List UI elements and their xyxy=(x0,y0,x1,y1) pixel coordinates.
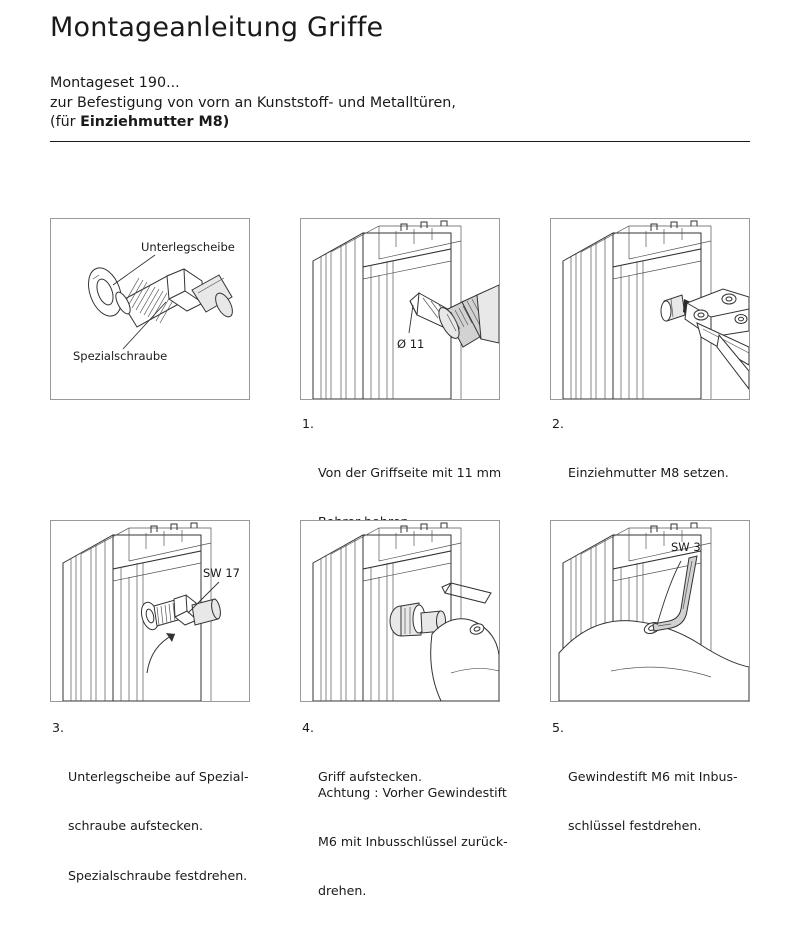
step-number-1: 1. xyxy=(302,416,315,431)
subtitle-line-1: Montageset 190... xyxy=(50,75,180,91)
step-number-5: 5. xyxy=(552,720,565,735)
washer-illustration xyxy=(82,263,127,320)
subtitle-bold-text: Einziehmutter M8) xyxy=(80,114,230,130)
washer-leader-line xyxy=(113,255,155,285)
step-line-3-1: Unterlegscheibe auf Spezial- xyxy=(68,769,249,785)
panel-rivet-nut xyxy=(550,218,750,400)
step-line-3-2: schraube aufstecken. xyxy=(68,818,203,834)
step-number-2: 2. xyxy=(552,416,565,431)
washer-on-screw-drawing xyxy=(51,521,249,701)
rivet-nut-drawing xyxy=(551,219,749,399)
panel-drilling xyxy=(300,218,500,400)
panel-washer-on-screw xyxy=(50,520,250,702)
drilling-drawing xyxy=(301,219,499,399)
note-line-2: M6 mit Inbusschlüssel zurück- xyxy=(318,834,508,850)
step-line-4-1: Griff aufstecken. xyxy=(318,769,422,785)
step-line-1-1: Von der Griffseite mit 11 mm xyxy=(318,465,502,481)
attach-handle-drawing xyxy=(301,521,499,701)
grub-screw-drawing xyxy=(551,521,749,701)
panel-attach-handle xyxy=(300,520,500,702)
panel-grub-screw xyxy=(550,520,750,702)
step-line-5-1: Gewindestift M6 mit Inbus- xyxy=(568,769,738,785)
note-line-1: Achtung : Vorher Gewindestift xyxy=(318,784,507,800)
label-washer: Unterlegscheibe xyxy=(141,240,235,254)
label-drill-diameter: Ø 11 xyxy=(397,337,425,351)
step-number-3: 3. xyxy=(52,720,65,735)
subtitle-line-2: zur Befestigung von vorn an Kunststoff- und Metalltüren, xyxy=(50,94,456,111)
special-screw-illustration xyxy=(113,269,236,327)
note-line-3: drehen. xyxy=(318,883,367,899)
label-special-screw: Spezialschraube xyxy=(73,349,168,363)
label-wrench-sw3: SW 3 xyxy=(671,540,701,554)
panel-parts xyxy=(50,218,250,400)
handle-illustration xyxy=(559,620,749,701)
step-line-5-2: schlüssel festdrehen. xyxy=(568,818,702,834)
step-number-4: 4. xyxy=(302,720,315,735)
handle-illustration xyxy=(431,619,499,701)
header-divider xyxy=(50,141,750,142)
subtitle-block xyxy=(50,74,456,133)
step-line-2-1: Einziehmutter M8 setzen. xyxy=(568,465,729,481)
step-caption-2 xyxy=(552,416,752,514)
step-caption-5 xyxy=(552,720,762,868)
subtitle-line-3 xyxy=(50,113,456,133)
step-4-warning-note xyxy=(318,752,528,932)
subtitle-bold-prefix: (für xyxy=(50,114,81,130)
page-title: Montageanleitung Griffe xyxy=(50,12,384,43)
label-wrench-sw17: SW 17 xyxy=(203,566,240,580)
step-caption-3 xyxy=(52,720,262,917)
parts-drawing xyxy=(51,219,249,399)
step-line-3-3: Spezialschraube festdrehen. xyxy=(68,867,248,883)
